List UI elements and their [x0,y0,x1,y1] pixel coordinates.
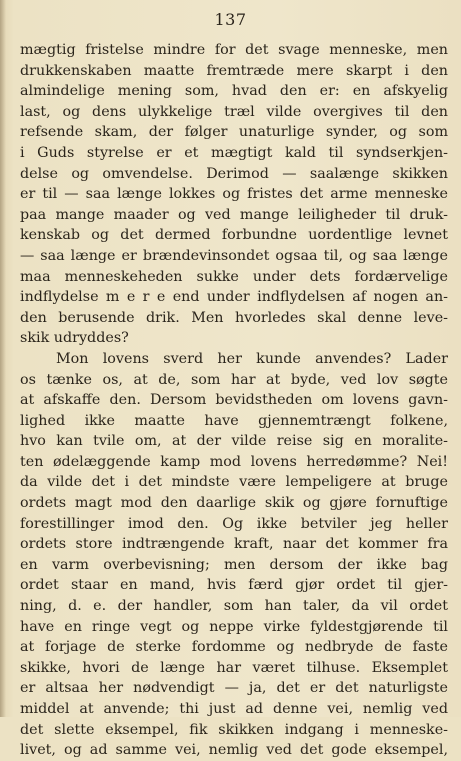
text-line: ning, d. e. der handler, som han taler, da vil ordet [20,598,448,615]
text-line: mægtig fristelse mindre for det svage menneske, men [20,42,448,58]
text-line: Mon lovens sverd her kunde anvendes? Lader [56,350,448,367]
text-line: maa menneskeheden sukke under dets fordærvelige [20,268,448,285]
text-line: have en ringe vegt og neppe virke fyldestgjørende til [20,618,448,635]
text-line: en varm overbevisning; men dersom der ikke bag [20,556,448,573]
text-line: livet, og ad samme vei, nemlig ved det gode eksempel, [20,742,448,759]
text-line: ordets magt mod den daarlige skik og gjøre fornuftige [20,495,448,512]
text-line: delse og omvendelse. Derimod — saalænge skikken [20,165,448,182]
text-line: drukkenskaben maatte fremtræde mere skarpt i den [20,62,448,79]
text-line: da vilde det i det mindste være lempeligere at bruge [20,474,448,491]
text-line: middel at anvende; thi just ad denne vei, nemlig ved [20,701,448,717]
text-line: er altsaa her nødvendigt — ja, det er det naturligste [20,680,448,697]
text-line: last, og dens ulykkelige træl vilde overgives til den [20,103,448,120]
text-line: ten ødelæggende kamp mod lovens herredømme? Nei! [20,453,448,470]
page-number: 137 [214,10,247,29]
text-line: ordet staar en mand, hvis færd gjør ordet til gjer- [20,577,448,594]
text-line: at forjage de sterke fordomme og nedbryde de faste [20,639,448,656]
text-line: i Guds styrelse er et mægtigt kald til syndserkjen- [20,144,448,161]
text-line: forestillinger imod den. Og ikke betviler jeg heller [20,515,448,532]
text-line: os tænke os, at de, som har at byde, ved lov søgte [20,371,448,388]
text-line: skik udryddes? [20,330,129,347]
text-line: den berusende drik. Men hvorledes skal denne leve- [20,309,448,326]
text-line: er til — saa længe lokkes og fristes det arme menneske [20,186,448,203]
body-text [20,40,448,761]
text-line: det slette eksempel, fik skikken indgang i menneske- [20,721,448,738]
text-line: skikke, hvori de længe har været tilhuse. Eksemplet [20,659,448,676]
text-line: indflydelse m e r e end under indflydelsen af nogen an- [20,289,448,306]
text-line: at afskaffe den. Dersom bevidstheden om lovens gavn- [20,392,448,409]
text-line: — saa længe er brændevinsondet ogsaa til, og saa længe [20,247,448,264]
text-line: lighed ikke maatte have gjennemtrængt folkene, [20,412,448,429]
text-line: paa mange maader og ved mange leiligheder til druk- [20,206,448,223]
text-line: refsende skam, der følger unaturlige synder, og som [20,124,448,141]
text-line: almindelige mening som, hvad den er: en afskyelig [20,83,448,100]
text-line: hvo kan tvile om, at der vilde reise sig en moralite- [20,433,448,450]
spine-shadow [0,0,6,717]
text-line: ordets store indtrængende kraft, naar det kommer fra [20,536,448,553]
text-line: kenskab og det dermed forbundne uordentlige levnet [20,227,448,244]
